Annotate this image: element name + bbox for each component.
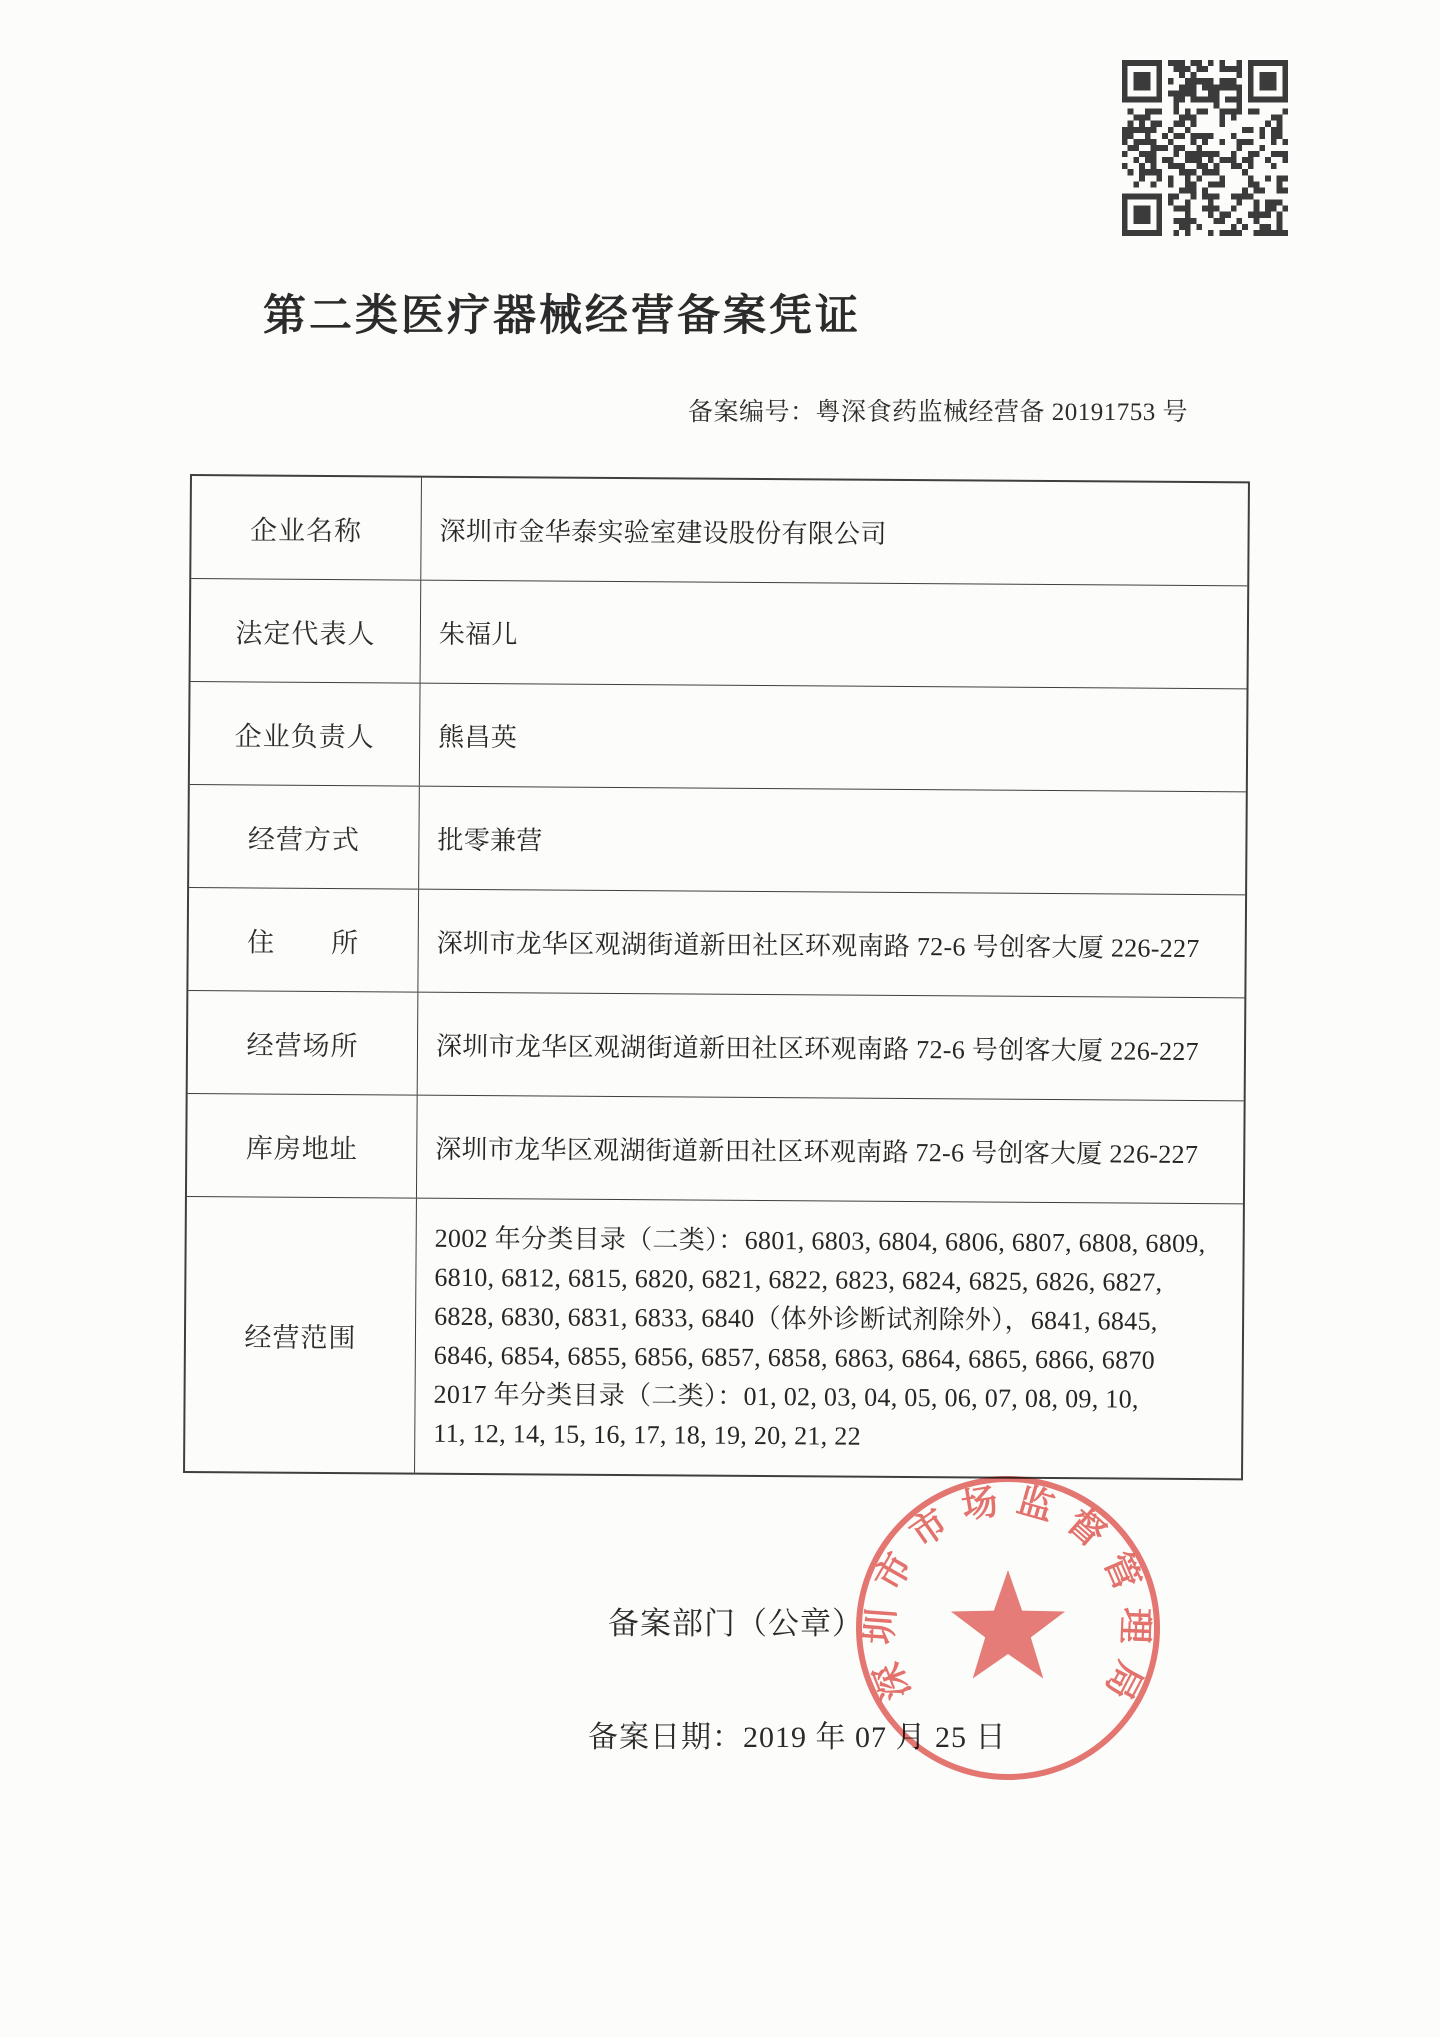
field-value-legal-representative: 朱福儿 <box>438 619 518 649</box>
star-icon <box>951 1570 1065 1679</box>
field-value-business-mode: 批零兼营 <box>437 825 543 855</box>
field-label-warehouse-address: 库房地址 <box>187 1094 418 1198</box>
scope-line: 6828, 6830, 6831, 6833, 6840（体外诊断试剂除外），6841, 6845, <box>434 1301 1158 1336</box>
document-title: 第二类医疗器械经营备案凭证 <box>263 292 861 340</box>
filing-date-line: 备案日期：2019 年 07 月 25 日 <box>588 1721 1007 1754</box>
filing-department-line: 备案部门（公章） <box>608 1606 864 1641</box>
qr-code <box>1122 60 1288 236</box>
field-label-legal-representative: 法定代表人 <box>191 579 422 683</box>
table-row <box>191 578 1248 688</box>
field-value-warehouse-address: 深圳市龙华区观湖街道新田社区环观南路 72-6 号创客大厦 226-227 <box>435 1134 1199 1169</box>
field-value-business-premises: 深圳市龙华区观湖街道新田社区环观南路 72-6 号创客大厦 226-227 <box>435 1031 1200 1066</box>
scope-line: 6810, 6812, 6815, 6820, 6821, 6822, 6823, 6824, 6825, 6826, 6827, <box>434 1262 1163 1297</box>
scope-line: 2002 年分类目录（二类）：6801, 6803, 6804, 6806, 6807, 6808, 6809, <box>434 1223 1206 1259</box>
field-label-business-premises: 经营场所 <box>188 991 419 1095</box>
filing-number <box>0 392 1188 428</box>
table-row <box>190 681 1247 791</box>
field-label-business-scope: 经营范围 <box>185 1197 417 1473</box>
field-label-company-manager: 企业负责人 <box>190 682 421 786</box>
field-label-residence: 住 所 <box>188 888 419 992</box>
table-row <box>185 1196 1243 1478</box>
field-label-company-name: 企业名称 <box>191 476 422 580</box>
filing-number-value: 粤深食药监械经营备 20191753 号 <box>815 399 1188 426</box>
scope-line: 2017 年分类目录（二类）：01, 02, 03, 04, 05, 06, 07, 08, 09, 10, <box>433 1379 1139 1414</box>
table-row <box>187 1093 1244 1203</box>
field-value-company-name: 深圳市金华泰实验室建设股份有限公司 <box>439 516 887 549</box>
filing-number-label: 备案编号： <box>687 399 816 426</box>
info-table <box>183 474 1250 1480</box>
table-row <box>191 476 1248 585</box>
scope-line: 6846, 6854, 6855, 6856, 6857, 6858, 6863, 6864, 6865, 6866, 6870 <box>433 1340 1156 1375</box>
table-row <box>188 887 1245 997</box>
scope-line: 11, 12, 14, 15, 16, 17, 18, 19, 20, 21, 22 <box>433 1418 862 1451</box>
table-row <box>188 990 1245 1100</box>
field-label-business-mode: 经营方式 <box>189 785 420 889</box>
field-value-company-manager: 熊昌英 <box>438 722 518 752</box>
field-value-business-scope <box>415 1199 1243 1479</box>
field-value-residence: 深圳市龙华区观湖街道新田社区环观南路 72-6 号创客大厦 226-227 <box>436 928 1200 963</box>
stamp-arc-text: 深圳市市场监督管理局 <box>858 1477 1157 1720</box>
table-row <box>189 784 1246 894</box>
